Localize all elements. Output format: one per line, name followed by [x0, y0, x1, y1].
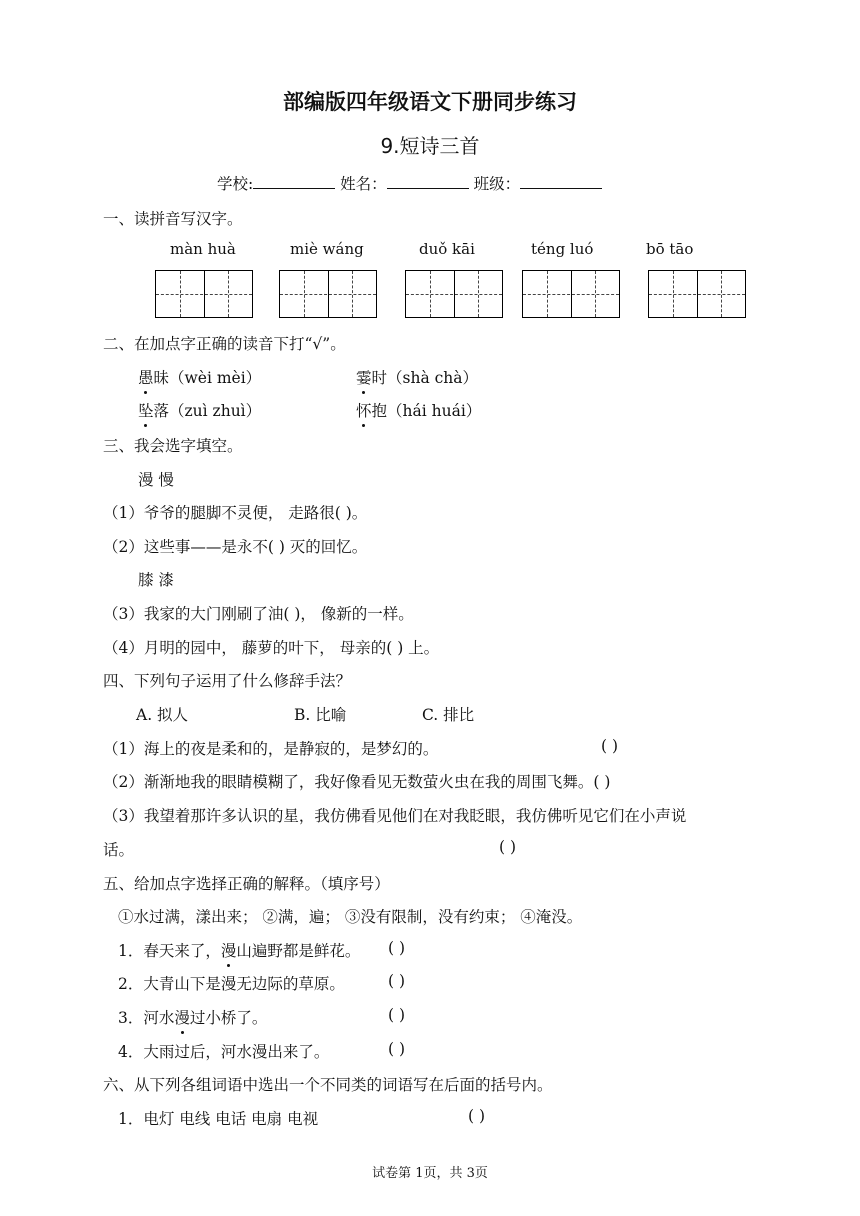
- pinyin-3: duǒ kāi: [419, 240, 475, 258]
- writing-grid-1[interactable]: [155, 270, 253, 318]
- writing-grid-2[interactable]: [279, 270, 377, 318]
- class-blank[interactable]: [520, 174, 602, 189]
- pron-item-3: 坠落（zuì zhuì）: [138, 399, 261, 421]
- writing-grid-4[interactable]: [522, 270, 620, 318]
- pinyin-4: téng luó: [531, 240, 594, 258]
- answer-paren[interactable]: ( ): [468, 1107, 486, 1125]
- answer-paren[interactable]: ( ): [388, 1006, 406, 1024]
- pinyin-5: bō tāo: [646, 240, 694, 258]
- fill-question-4: （4）月明的园中， 藤萝的叶下， 母亲的( ) 上。: [103, 639, 440, 657]
- lesson-title: 9.短诗三首: [380, 134, 480, 158]
- section-5-heading: 五、给加点字选择正确的解释。（填序号）: [103, 875, 390, 893]
- page-footer: 试卷第 1页，共 3页: [372, 1166, 488, 1181]
- meaning-item-4: 4．大雨过后，河水漫出来了。: [118, 1043, 330, 1061]
- writing-grid-3[interactable]: [405, 270, 503, 318]
- rhetoric-question-2: （2）渐渐地我的眼睛模糊了，我好像看见无数萤火虫在我的周围飞舞。( ): [103, 773, 611, 791]
- dotted-char: 霎: [356, 366, 372, 388]
- char-choice-a: 漫 慢: [138, 471, 174, 489]
- meaning-item-1: 1．春天来了，漫山遍野都是鲜花。: [118, 939, 360, 961]
- meaning-item-2: 2．大青山下是漫无边际的草原。: [118, 975, 345, 993]
- word-group-1: 1．电灯 电线 电话 电扇 电视: [118, 1110, 319, 1128]
- section-2-heading: 二、在加点字正确的读音下打“√”。: [103, 335, 346, 353]
- answer-paren[interactable]: ( ): [499, 838, 517, 856]
- name-blank[interactable]: [387, 174, 469, 189]
- fill-question-1: （1）爷爷的腿脚不灵便， 走路很( )。: [103, 504, 368, 522]
- rhetoric-question-1: （1）海上的夜是柔和的，是静寂的，是梦幻的。: [103, 740, 439, 758]
- name-label: 姓名：: [340, 175, 387, 193]
- pron-item-4: 怀抱（hái huái）: [356, 399, 481, 421]
- class-label: 班级：: [473, 175, 521, 193]
- page-title: 部编版四年级语文下册同步练习: [283, 90, 577, 114]
- writing-grid-5[interactable]: [648, 270, 746, 318]
- pron-item-2: 霎时（shà chà）: [356, 366, 478, 388]
- section-3-heading: 三、我会选字填空。: [103, 437, 243, 455]
- rhetoric-option-a: A. 拟人: [136, 706, 189, 724]
- dotted-char: 漫: [174, 1006, 190, 1028]
- answer-paren[interactable]: ( ): [388, 939, 406, 957]
- section-6-heading: 六、从下列各组词语中选出一个不同类的词语写在后面的括号内。: [103, 1076, 553, 1094]
- pinyin-1: màn huà: [170, 240, 236, 258]
- answer-paren[interactable]: ( ): [388, 1040, 406, 1058]
- fill-question-2: （2）这些事——是永不( ) 灭的回忆。: [103, 538, 368, 556]
- pinyin-2: miè wáng: [290, 240, 364, 258]
- dotted-char: 坠: [138, 399, 154, 421]
- answer-paren[interactable]: ( ): [388, 972, 406, 990]
- rhetoric-question-3-cont: 话。: [103, 841, 135, 859]
- dotted-char: 愚: [138, 366, 154, 388]
- section-1-heading: 一、读拼音写汉字。: [103, 210, 243, 228]
- meaning-item-3: 3．河水漫过小桥了。: [118, 1006, 267, 1028]
- rhetoric-option-c: C. 排比: [422, 706, 475, 724]
- school-blank[interactable]: [253, 174, 335, 189]
- rhetoric-question-3: （3）我望着那许多认识的星，我仿佛看见他们在对我眨眼，我仿佛听见它们在小声说: [103, 807, 687, 825]
- char-choice-b: 膝 漆: [138, 571, 174, 589]
- school-label: 学校:: [217, 175, 254, 193]
- definitions-list: ①水过满，漾出来； ②满，遍； ③没有限制，没有约束； ④淹没。: [118, 908, 583, 926]
- pron-item-1: 愚昧（wèi mèi）: [138, 366, 261, 388]
- answer-paren[interactable]: ( ): [601, 737, 619, 755]
- section-4-heading: 四、下列句子运用了什么修辞手法？: [103, 672, 352, 690]
- dotted-char: 漫: [221, 939, 237, 961]
- student-info-line: [217, 172, 602, 194]
- fill-question-3: （3）我家的大门刚刷了油( )， 像新的一样。: [103, 605, 414, 623]
- dotted-char: 怀: [356, 399, 372, 421]
- rhetoric-option-b: B. 比喻: [294, 706, 347, 724]
